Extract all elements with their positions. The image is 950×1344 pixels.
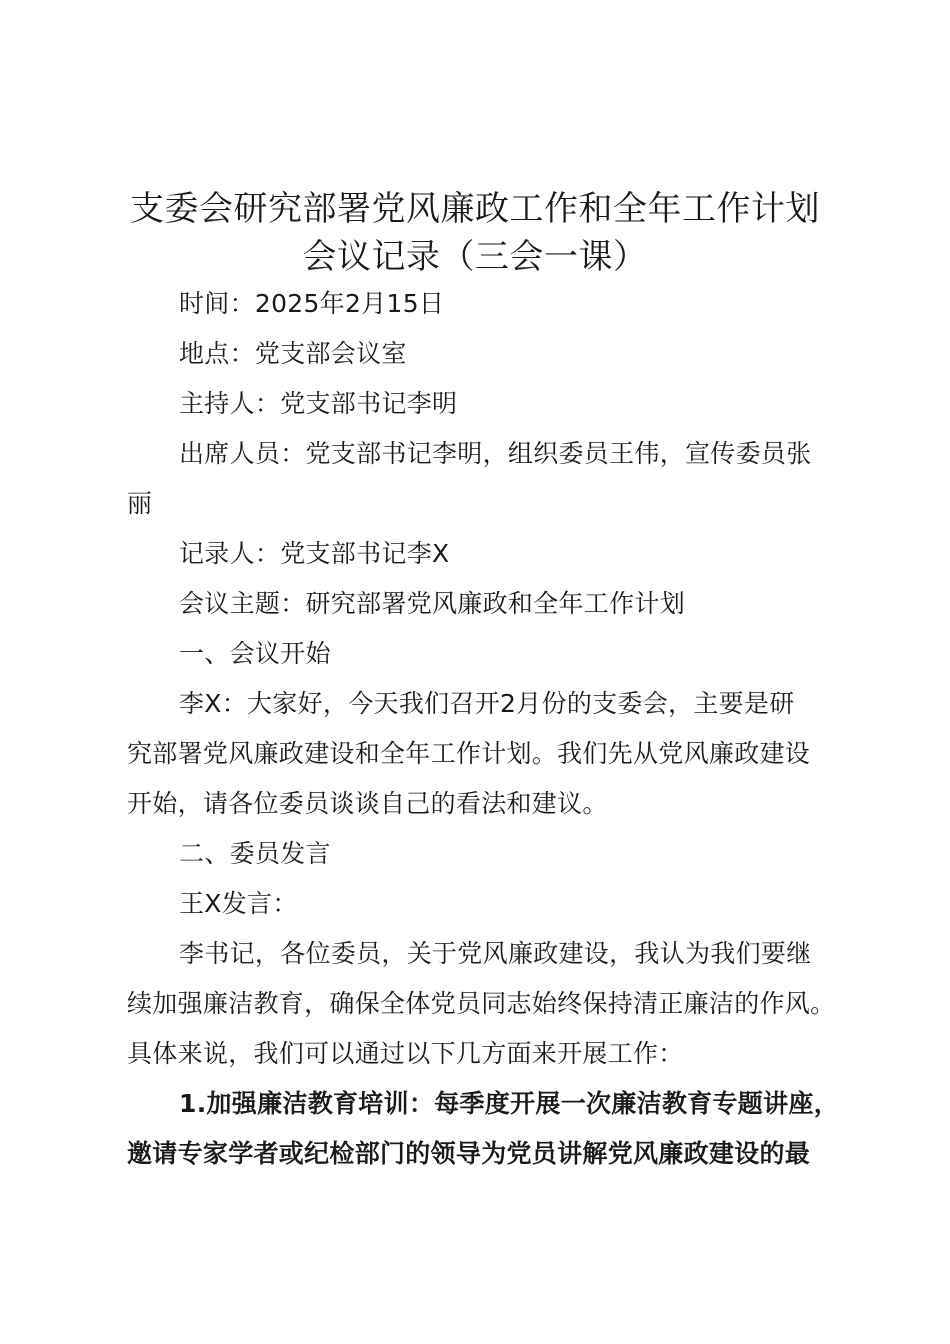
document-title-line-1: 支委会研究部署党风廉政工作和全年工作计划 — [130, 189, 820, 229]
meeting-host: 主持人：党支部书记李明 — [179, 389, 458, 418]
meeting-recorder: 记录人：党支部书记李X — [179, 539, 450, 568]
list-item-1-line-1: 1.加强廉洁教育培训：每季度开展一次廉洁教育专题讲座， — [179, 1089, 839, 1118]
speaker-label: 王X发言： — [179, 889, 298, 918]
speech-paragraph-line-3: 具体来说，我们可以通过以下几方面来开展工作： — [127, 1039, 684, 1068]
meeting-time: 时间：2025年2月15日 — [179, 289, 445, 318]
meeting-place: 地点：党支部会议室 — [179, 339, 407, 368]
meeting-attendees-line-2: 丽 — [127, 489, 153, 518]
speech-paragraph-line-2: 续加强廉洁教育，确保全体党员同志始终保持清正廉洁的作风。 — [127, 989, 836, 1018]
section-heading-1: 一、会议开始 — [179, 639, 331, 668]
opening-paragraph-line-1: 李X：大家好，今天我们召开2月份的支委会，主要是研 — [179, 689, 795, 718]
speech-paragraph-line-1: 李书记，各位委员，关于党风廉政建设，我认为我们要继 — [179, 939, 812, 968]
opening-paragraph-line-2: 究部署党风廉政建设和全年工作计划。我们先从党风廉政建设 — [127, 739, 811, 768]
meeting-attendees-line-1: 出席人员：党支部书记李明，组织委员王伟，宣传委员张 — [179, 439, 812, 468]
list-item-1-line-2: 邀请专家学者或纪检部门的领导为党员讲解党风廉政建设的最 — [127, 1139, 811, 1168]
opening-paragraph-line-3: 开始，请各位委员谈谈自己的看法和建议。 — [127, 789, 608, 818]
document-title-line-2: 会议记录（三会一课） — [302, 237, 648, 277]
section-heading-2: 二、委员发言 — [179, 839, 331, 868]
meeting-topic: 会议主题：研究部署党风廉政和全年工作计划 — [179, 589, 686, 618]
